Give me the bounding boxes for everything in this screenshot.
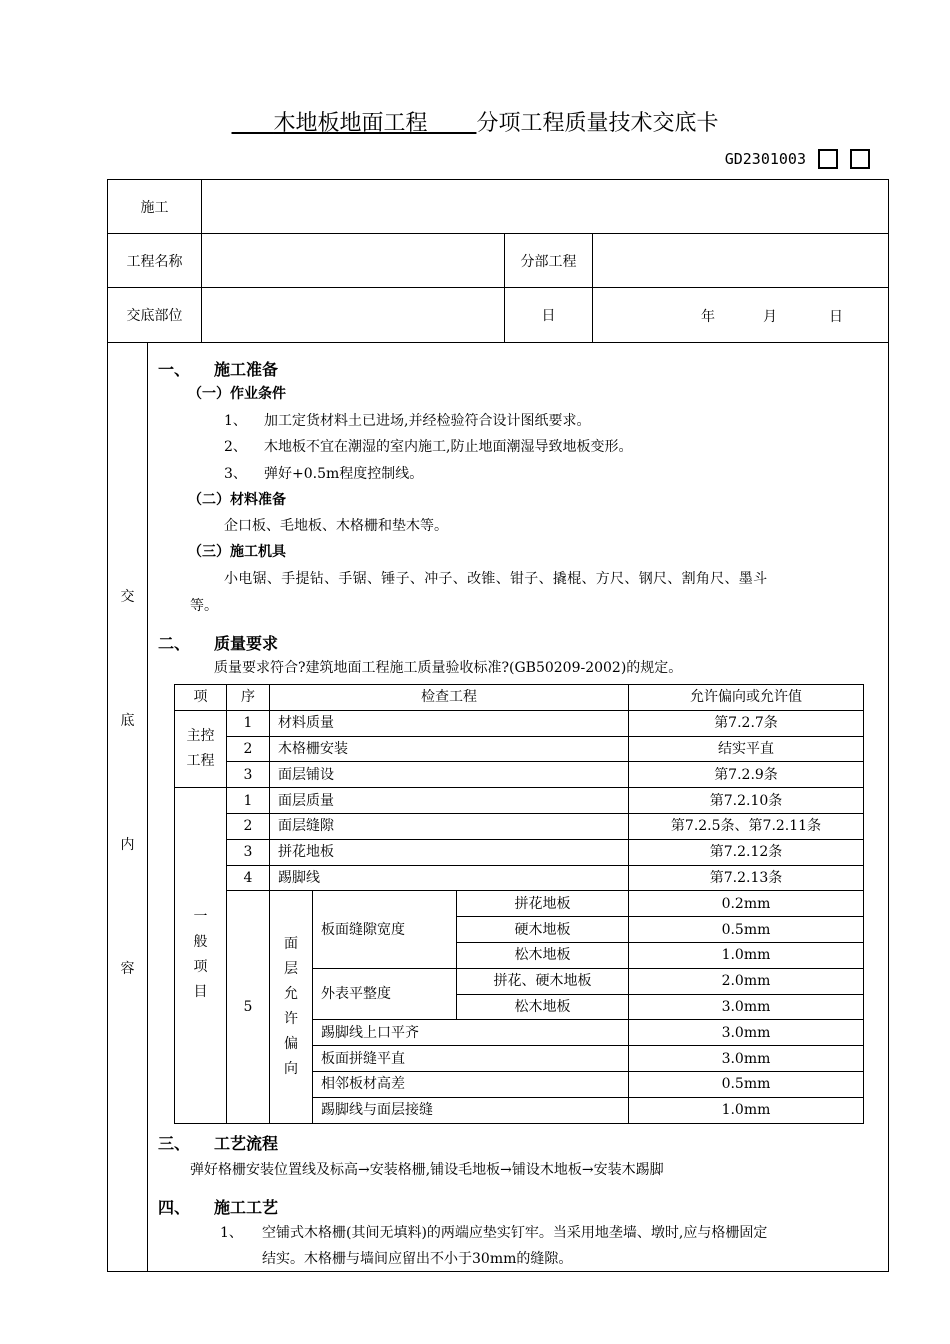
table-cell: 第7.2.10条 [629, 788, 864, 814]
construction-field[interactable] [202, 180, 889, 234]
year-label: 年 [701, 309, 715, 325]
construction-label: 施工 [108, 180, 202, 234]
sub-project-field[interactable] [593, 234, 889, 288]
table-cell: 松木地板 [457, 994, 629, 1020]
section-3-heading: 三、 工艺流程 [158, 1134, 279, 1153]
month-label: 月 [763, 309, 777, 325]
table-cell: 拼花、硬木地板 [457, 968, 629, 994]
table-cell: 2 [227, 736, 270, 762]
table-cell: 4 [227, 865, 270, 891]
tools-text-cont: 等。 [190, 598, 218, 614]
process-item-text-cont: 结实。木格栅与墙间应留出不小于30mm的缝隙。 [262, 1251, 573, 1267]
table-cell: 第7.2.12条 [629, 839, 864, 865]
table-cell: 3 [227, 762, 270, 788]
table-cell: 松木地板 [457, 942, 629, 968]
section-2-heading: 二、 质量要求 [158, 634, 279, 653]
list-item: 3、 弹好+0.5m程度控制线。 [224, 466, 424, 482]
table-cell: 1 [227, 788, 270, 814]
quality-standard-text: 质量要求符合?建筑地面工程施工质量验收标准?(GB50209-2002)的规定。 [214, 660, 683, 676]
side-char: 内 [120, 837, 135, 853]
table-cell: 3 [227, 839, 270, 865]
table-cell-seq5: 5 [227, 891, 270, 1123]
table-cell: 第7.2.9条 [629, 762, 864, 788]
table-cell: 面层铺设 [270, 762, 629, 788]
list-item: 2、 木地板不宜在潮湿的室内施工,防止地面潮湿导致地板变形。 [224, 439, 633, 455]
quality-table [174, 684, 864, 1124]
table-cell: 2 [227, 813, 270, 839]
table-cell: 0.5mm [629, 1071, 864, 1097]
col-header-seq: 序 [227, 685, 270, 711]
document-title [0, 106, 950, 137]
process-item-text: 空铺式木格栅(其间无填料)的两端应垫实钉牢。当采用地垄墙、墩时,应与格栅固定 [262, 1225, 768, 1241]
side-char: 交 [120, 589, 135, 605]
location-field[interactable] [202, 288, 505, 343]
document-code-text: GD2301003 [724, 150, 806, 168]
project-name-label: 工程名称 [108, 234, 202, 288]
materials-text: 企口板、毛地板、木格栅和垫木等。 [224, 518, 448, 534]
document-code [725, 146, 870, 172]
table-cell: 3.0mm [629, 1046, 864, 1072]
section-1b-heading: （二）材料准备 [188, 492, 286, 508]
title-underlined-part: 木地板地面工程 [273, 111, 428, 136]
table-cell: 拼花地板 [270, 839, 629, 865]
table-cell: 1.0mm [629, 1097, 864, 1123]
content-side-label [108, 343, 148, 1272]
table-cell: 材料质量 [270, 710, 629, 736]
table-cell: 0.5mm [629, 917, 864, 943]
table-cell: 3.0mm [629, 1020, 864, 1046]
section-4-heading: 四、 施工工艺 [158, 1198, 279, 1217]
title-rest: 分项工程质量技术交底卡 [476, 111, 719, 136]
sub-project-label: 分部工程 [505, 234, 593, 288]
section-1-heading: 一、 施工准备 [158, 360, 279, 379]
table-cell: 面层质量 [270, 788, 629, 814]
process-flow-text: 弹好格栅安装位置线及标高→安装格栅,铺设毛地板→铺设木地板→安装木踢脚 [190, 1162, 664, 1178]
tools-text: 小电锯、手提钻、手锯、锤子、冲子、改锥、钳子、撬棍、方尺、钢尺、割角尺、墨斗 [224, 571, 768, 587]
side-char: 容 [120, 961, 135, 977]
day-label: 日 [829, 309, 843, 325]
section-1a-heading: （一）作业条件 [188, 386, 286, 402]
section-1c-heading: （三）施工机具 [188, 544, 286, 560]
table-cell: 踢脚线与面层接缝 [313, 1097, 629, 1123]
col-header-item: 项 [175, 685, 227, 711]
project-name-field[interactable] [202, 234, 505, 288]
table-cell: 1 [227, 710, 270, 736]
process-item-num: 1、 [220, 1225, 243, 1241]
table-cell: 相邻板材高差 [313, 1071, 629, 1097]
table-cell: 踢脚线上口平齐 [313, 1020, 629, 1046]
table-cell: 硬木地板 [457, 917, 629, 943]
table-cell: 2.0mm [629, 968, 864, 994]
table-cell: 第7.2.13条 [629, 865, 864, 891]
general-items-label: 一 般 项 目 [175, 788, 227, 1123]
table-cell: 3.0mm [629, 994, 864, 1020]
main-form-table [107, 179, 889, 1272]
date-label: 日 [505, 288, 593, 343]
gap-width-label: 板面缝隙宽度 [313, 891, 457, 968]
table-cell: 0.2mm [629, 891, 864, 917]
side-char: 底 [120, 713, 135, 729]
main-items-label: 主控 工程 [175, 710, 227, 787]
list-item: 1、 加工定货材料土已进场,并经检验符合设计图纸要求。 [224, 413, 591, 429]
table-cell: 结实平直 [629, 736, 864, 762]
col-header-check: 检查工程 [270, 685, 629, 711]
flatness-label: 外表平整度 [313, 968, 457, 1020]
location-label: 交底部位 [108, 288, 202, 343]
content-area [148, 343, 889, 1272]
checkbox-2[interactable] [850, 149, 870, 169]
table-cell: 板面拼缝平直 [313, 1046, 629, 1072]
checkbox-1[interactable] [818, 149, 838, 169]
table-cell: 1.0mm [629, 942, 864, 968]
table-cell: 第7.2.7条 [629, 710, 864, 736]
deviation-label: 面 层 允 许 偏 向 [270, 891, 313, 1123]
table-cell: 面层缝隙 [270, 813, 629, 839]
col-header-allow: 允许偏向或允许值 [629, 685, 864, 711]
table-cell: 第7.2.5条、第7.2.11条 [629, 813, 864, 839]
table-cell: 拼花地板 [457, 891, 629, 917]
table-cell: 木格栅安装 [270, 736, 629, 762]
date-field[interactable] [593, 288, 889, 343]
table-cell: 踢脚线 [270, 865, 629, 891]
